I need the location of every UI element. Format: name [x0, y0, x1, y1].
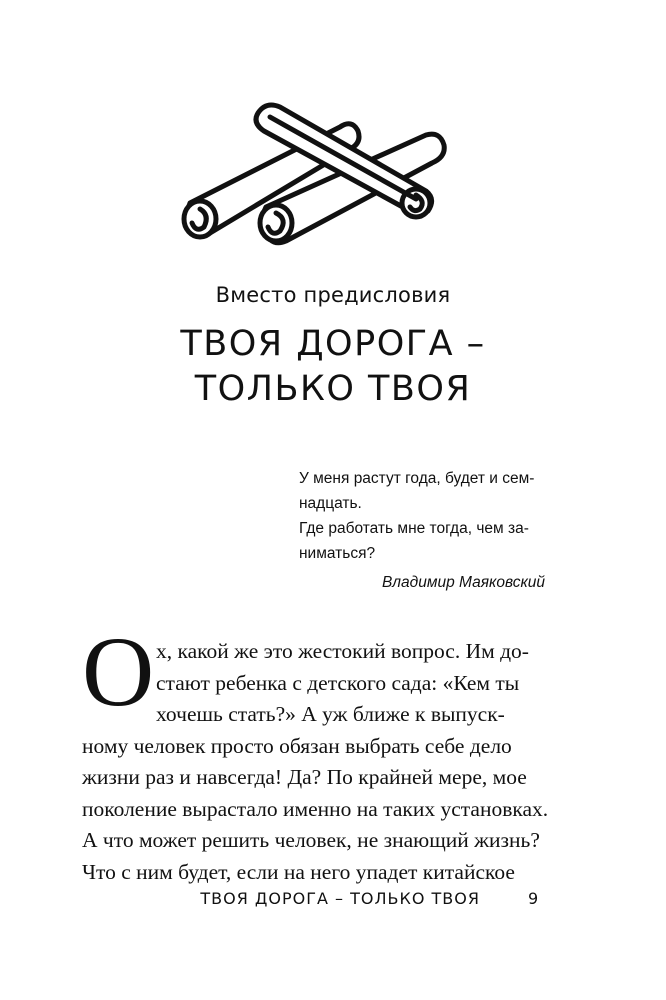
- body-paragraph: [82, 636, 549, 888]
- body-line: жизни раз и навсегда! Да? По крайней мере, мое: [82, 765, 527, 789]
- body-line: ному человек просто обязан выбрать себе дело: [82, 733, 512, 758]
- cinnamon-sticks-icon: [170, 95, 460, 255]
- chapter-title-line-1: ТВОЯ ДОРОГА –: [180, 324, 486, 364]
- drop-cap: О: [82, 616, 155, 727]
- chapter-title-line-2: ТОЛЬКО ТВОЯ: [194, 369, 472, 409]
- body-line: поколение вырастало именно на таких установках.: [82, 796, 549, 821]
- chapter-title: [0, 322, 666, 412]
- body-line: Что с ним будет, если на него упадет китайское: [82, 859, 515, 884]
- epigraph-line: Где работать мне тогда, чем за-: [299, 520, 529, 537]
- running-head: ТВОЯ ДОРОГА – ТОЛЬКО ТВОЯ: [200, 889, 480, 908]
- epigraph-line: ниматься?: [299, 545, 376, 562]
- body-line: хочешь стать?» А уж ближе к выпуск-: [156, 702, 505, 726]
- body-line: стают ребенка с детского сада: «Кем ты: [156, 670, 520, 695]
- epigraph-line: У меня растут года, будет и сем-: [299, 470, 535, 487]
- chapter-kicker: Вместо предисловия: [215, 283, 451, 307]
- body-line: х, какой же это жестокий вопрос. Им до-: [156, 639, 529, 663]
- epigraph: [299, 466, 549, 595]
- page-number: 9: [528, 889, 539, 908]
- epigraph-line: надцать.: [299, 495, 362, 512]
- epigraph-author: Владимир Маяковский: [381, 574, 545, 591]
- body-line: А что может решить человек, не знающий жизнь?: [82, 828, 540, 852]
